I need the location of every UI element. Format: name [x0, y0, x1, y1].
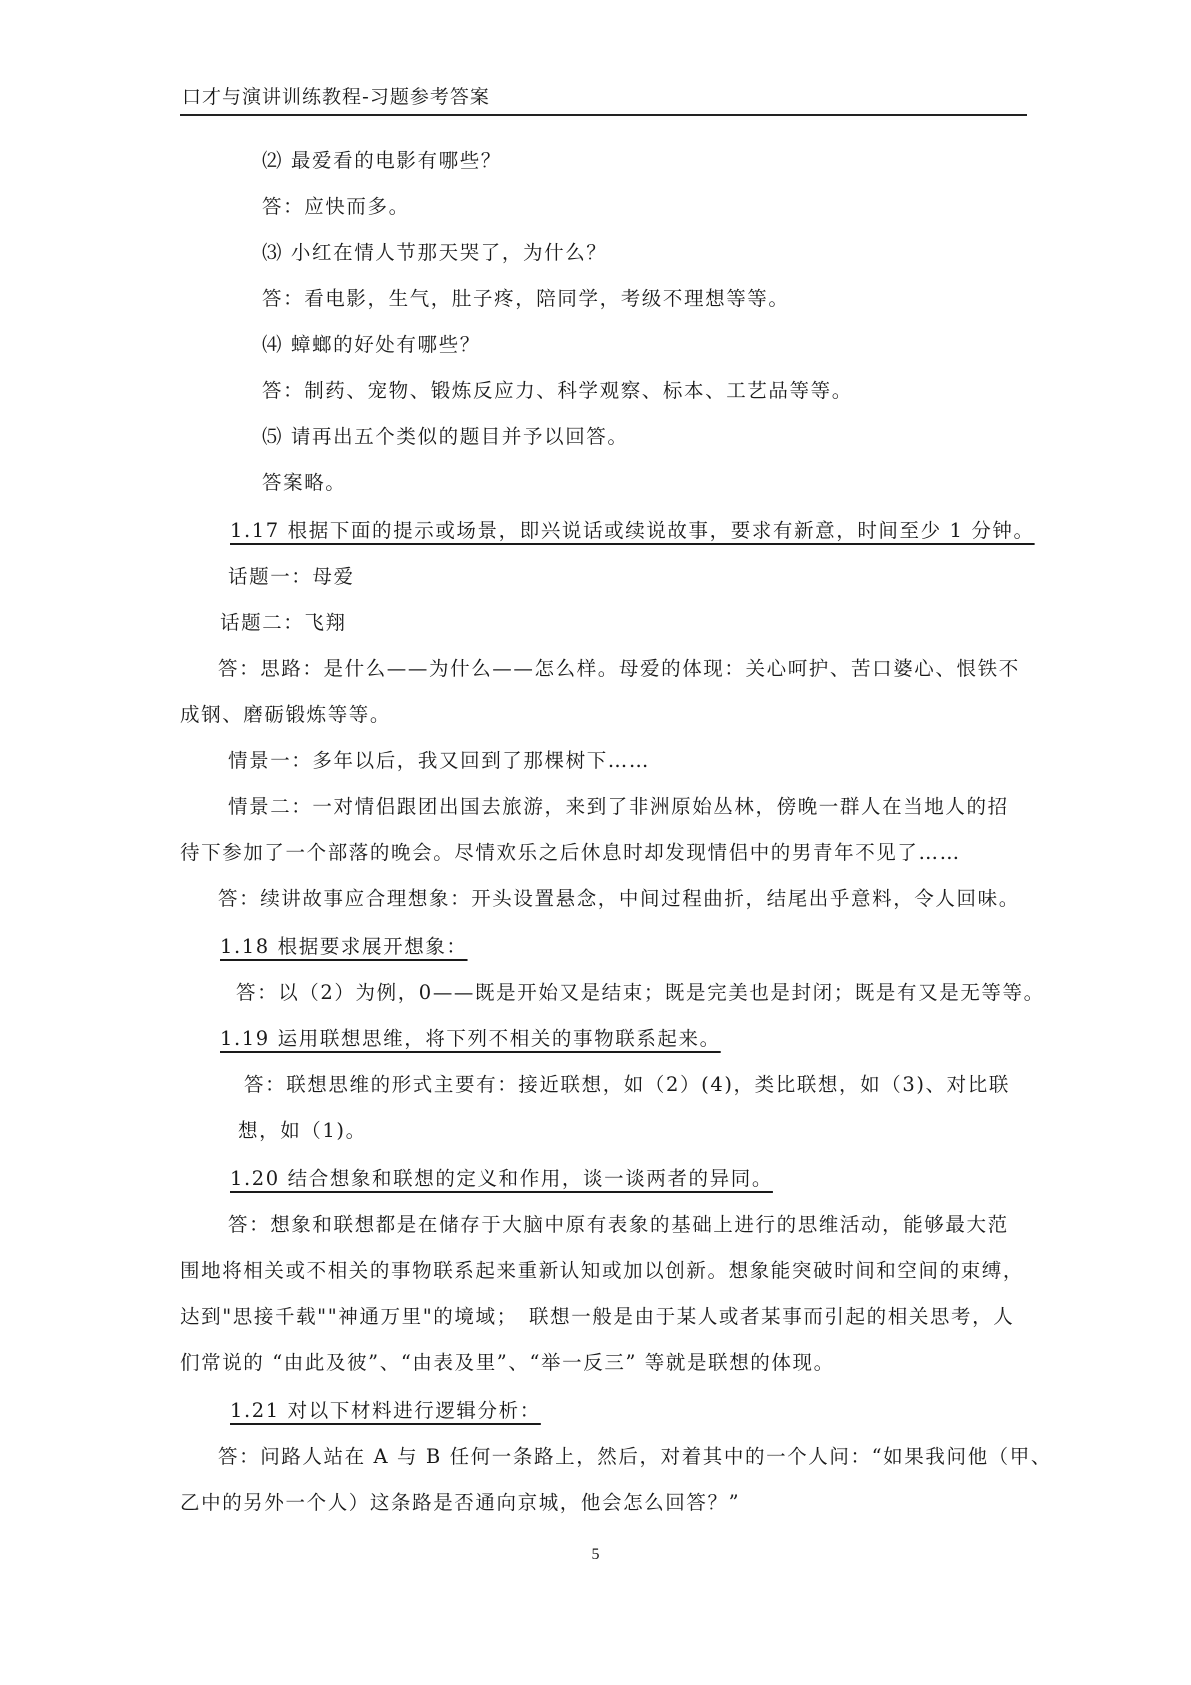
answer-2: 答：应快而多。 [262, 195, 410, 218]
answer-1-19-line1: 答：联想思维的形式主要有：接近联想，如（2）(4)，类比联想，如（3)、对比联 [244, 1073, 1010, 1096]
question-5: ⑸ 请再出五个类似的题目并予以回答。 [262, 425, 629, 448]
scene-one: 情景一：多年以后，我又回到了那棵树下…… [228, 749, 651, 772]
question-4: ⑷ 蟑螂的好处有哪些？ [262, 333, 481, 356]
section-1-20-heading: 1.20 结合想象和联想的定义和作用，谈一谈两者的异同。 [230, 1167, 773, 1190]
section-1-17-heading: 1.17 根据下面的提示或场景，即兴说话或续说故事，要求有新意，时间至少 1 分钟。 [230, 519, 1035, 542]
answer-1-17-line2: 成钢、磨砺锻炼等等。 [180, 703, 392, 726]
answer-1-21-line2: 乙中的另外一个人）这条路是否通向京城，他会怎么回答？” [180, 1491, 741, 1514]
topic-two: 话题二：飞翔 [220, 611, 347, 634]
section-1-18-heading: 1.18 根据要求展开想象： [220, 935, 468, 958]
section-1-19-heading: 1.19 运用联想思维，将下列不相关的事物联系起来。 [220, 1027, 721, 1050]
answer-1-20-line3: 达到"思接千载""神通万里"的境域； 联想一般是由于某人或者某事而引起的相关思考，人 [180, 1305, 1015, 1328]
answer-5: 答案略。 [262, 471, 347, 494]
answer-4: 答：制药、宠物、锻炼反应力、科学观察、标本、工艺品等等。 [262, 379, 853, 402]
section-1-21-heading: 1.21 对以下材料进行逻辑分析： [230, 1399, 541, 1422]
answer-3: 答：看电影，生气，肚子疼，陪同学，考级不理想等等。 [262, 287, 790, 310]
answer-1-20-line2: 围地将相关或不相关的事物联系起来重新认知或加以创新。想象能突破时间和空间的束缚， [180, 1259, 1025, 1282]
answer-1-18: 答：以（2）为例，0——既是开始又是结束；既是完美也是封闭；既是有又是无等等。 [236, 981, 1045, 1004]
question-3: ⑶ 小红在情人节那天哭了，为什么？ [262, 241, 608, 264]
answer-1-20-line4: 们常说的 “由此及彼”、“由表及里”、“举一反三” 等就是联想的体现。 [180, 1351, 835, 1374]
page-header [180, 80, 1027, 116]
scene-two-line1: 情景二：一对情侣跟团出国去旅游，来到了非洲原始丛林，傍晚一群人在当地人的招 [228, 795, 1009, 818]
question-2: ⑵ 最爱看的电影有哪些？ [262, 149, 502, 172]
scene-two-line2: 待下参加了一个部落的晚会。尽情欢乐之后休息时却发现情侣中的男青年不见了…… [180, 841, 961, 864]
topic-one: 话题一：母爱 [228, 565, 355, 588]
answer-1-20-line1: 答：想象和联想都是在储存于大脑中原有表象的基础上进行的思维活动，能够最大范 [228, 1213, 1009, 1236]
page-number: 5 [591, 1546, 600, 1563]
answer-scene: 答：续讲故事应合理想象：开头设置悬念，中间过程曲折，结尾出乎意料，令人回味。 [218, 887, 1020, 910]
header-title: 口才与演讲训练教程-习题参考答案 [182, 86, 490, 108]
answer-1-17-line1: 答：思路：是什么——为什么——怎么样。母爱的体现：关心呵护、苦口婆心、恨铁不 [218, 657, 1020, 680]
answer-1-19-line2: 想，如（1)。 [238, 1119, 367, 1142]
answer-1-21-line1: 答：问路人站在 A 与 B 任何一条路上，然后，对着其中的一个人问：“如果我问他（甲、 [218, 1445, 1052, 1468]
